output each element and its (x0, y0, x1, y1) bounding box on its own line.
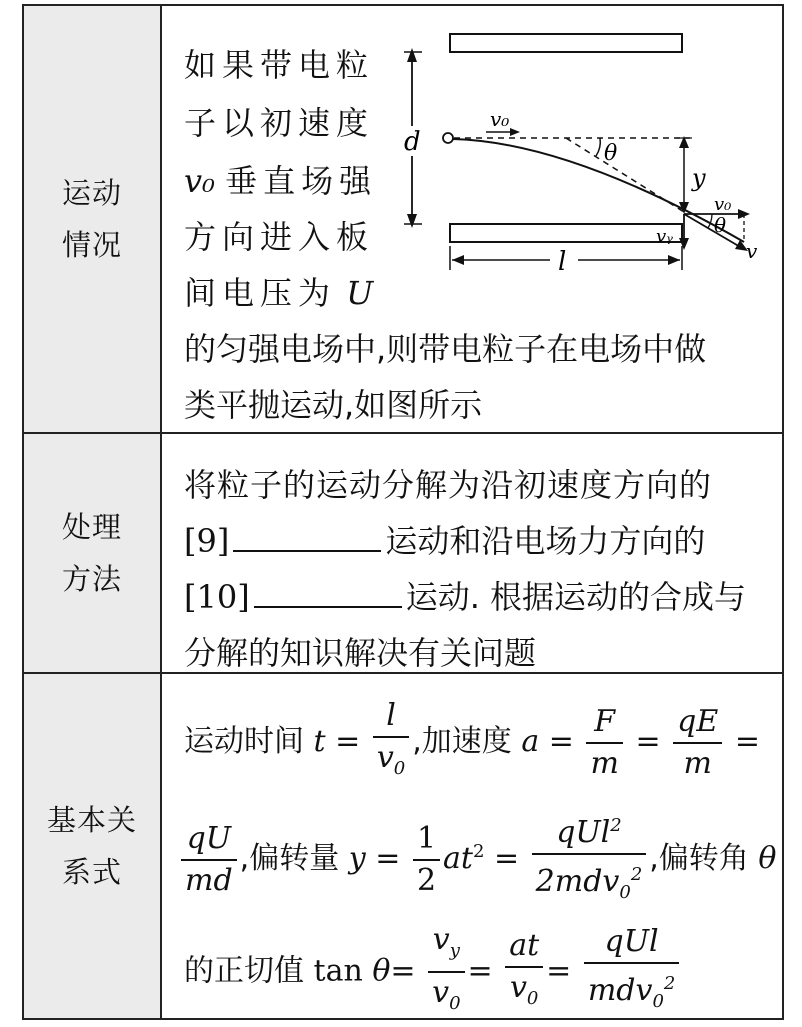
row-motion (24, 6, 782, 432)
blank-10[interactable] (254, 574, 402, 608)
formula-tangent: 的正切值 tan θ= $\frac{v_y}{v_0}$ = $\frac{at}{v_0}$ = $\frac{\text{qUl}}{mdv_0^2}$ (184, 920, 682, 1024)
blank-9[interactable] (233, 518, 381, 552)
particle (443, 133, 453, 143)
label-v0-exit: v₀ (714, 194, 732, 215)
label-v: v (746, 239, 758, 263)
formula-time-accel: 运动时间 t = $\frac{l}{v_0}$ ,加速度 a = $\frac{F}{m}$ = $\frac{qE}{m}$ = (184, 698, 760, 781)
row-content-formulas (164, 674, 782, 1018)
label-theta: θ (604, 141, 618, 166)
top-plate (450, 34, 682, 52)
label-y: y (692, 164, 706, 192)
label-d: d (404, 127, 421, 157)
row-content-motion: 如果带电粒 子以初速度 v₀ 垂直场强 方向进入板 间电压为 U 的匀强电场中,则带电粒子在电场中做 类平抛运动,如图所示 d v₀ θ y θ v₀ vᵧ v l (164, 6, 782, 432)
knowledge-table (22, 4, 784, 1020)
label-l: l (558, 247, 567, 277)
row-label-formulas: 基本关 系式 (24, 674, 162, 1018)
formula-deflection: $\frac{qU}{md}$ ,偏转量 y = $\frac{1}{2}$ $at^2$ = $\frac{qUl^2}{2mdv_0^2}$ ,偏转角 θ (178, 806, 776, 913)
capacitor-deflection-diagram (394, 26, 784, 286)
bottom-plate (450, 224, 682, 242)
row-formulas (24, 672, 782, 1018)
label-v0-start: v₀ (490, 107, 510, 131)
label-theta-exit: θ (714, 213, 727, 237)
row-method (24, 432, 782, 672)
row-label-motion: 运动 情况 (24, 6, 162, 432)
label-vy: vᵧ (656, 226, 673, 247)
row-content-method: 将粒子的运动分解为沿初速度方向的 [9] 运动和沿电场力方向的 [10] 运动. 根据运动的合成与 分解的知识解决有关问题 (184, 466, 747, 672)
row-label-method: 处理 方法 (24, 434, 162, 672)
